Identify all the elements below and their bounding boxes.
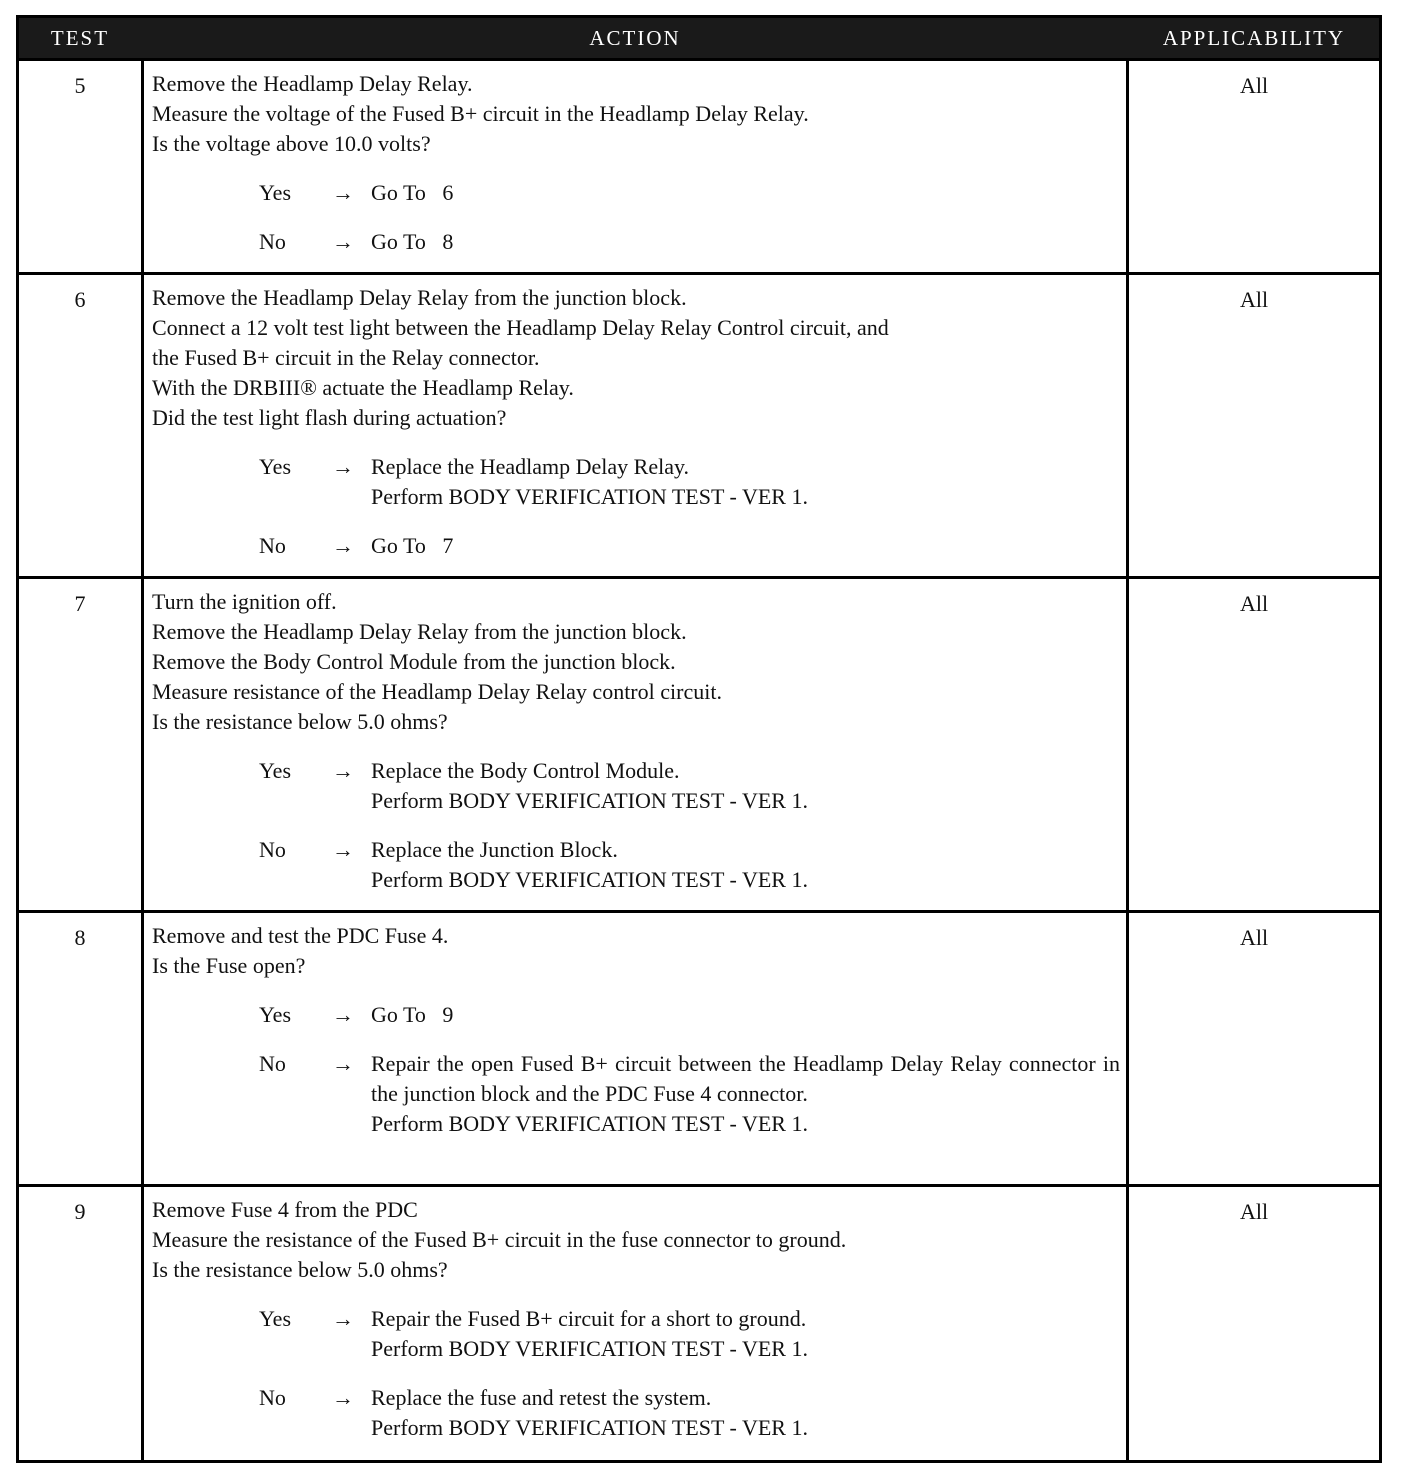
yes-outcome xyxy=(152,1304,1120,1364)
table-row xyxy=(19,576,1379,910)
applicability-cell: All xyxy=(1239,925,1269,950)
diagnostic-table xyxy=(16,15,1382,1463)
no-result xyxy=(371,531,1120,561)
yes-outcome xyxy=(152,178,1120,208)
result-line: Perform BODY VERIFICATION TEST - VER 1. xyxy=(371,867,808,892)
header-action: ACTION xyxy=(589,25,681,50)
test-number: 5 xyxy=(74,73,86,98)
result-line: Repair the Fused B+ circuit for a short to ground. xyxy=(371,1306,807,1331)
no-label: No xyxy=(259,1051,286,1076)
action-step: Remove the Body Control Module from the junction block. xyxy=(152,649,676,674)
arrow-icon: → xyxy=(332,1051,354,1076)
action-step: Is the resistance below 5.0 ohms? xyxy=(152,709,448,734)
applicability-cell: All xyxy=(1239,73,1269,98)
yes-result xyxy=(371,1000,1120,1030)
arrow-icon: → xyxy=(332,180,354,205)
result-line: Replace the fuse and retest the system. xyxy=(371,1385,712,1410)
no-label: No xyxy=(259,229,286,254)
arrow-icon: → xyxy=(332,454,354,479)
action-step: Connect a 12 volt test light between the Headlamp Delay Relay Control circuit, and xyxy=(152,315,889,340)
applicability-cell: All xyxy=(1239,287,1269,312)
result-line: Perform BODY VERIFICATION TEST - VER 1. xyxy=(371,788,808,813)
action-step: Remove the Headlamp Delay Relay from the junction block. xyxy=(152,285,687,310)
no-label: No xyxy=(259,533,286,558)
test-number: 6 xyxy=(74,287,86,312)
action-step: Remove the Headlamp Delay Relay from the junction block. xyxy=(152,619,687,644)
test-number: 8 xyxy=(74,925,86,950)
action-cell xyxy=(141,1187,1129,1460)
result-line: Go To 8 xyxy=(371,229,454,254)
table-row xyxy=(19,1184,1379,1460)
result-line: Repair the open Fused B+ circuit between the Headlamp Delay Relay connector in the junction block and the PDC Fuse 4 connector. xyxy=(371,1051,1120,1106)
result-line: Replace the Junction Block. xyxy=(371,837,618,862)
yes-result xyxy=(371,178,1120,208)
applicability-cell: All xyxy=(1239,1199,1269,1224)
action-step: Remove Fuse 4 from the PDC xyxy=(152,1197,418,1222)
result-line: Replace the Headlamp Delay Relay. xyxy=(371,454,690,479)
arrow-icon: → xyxy=(332,837,354,862)
result-line: Go To 6 xyxy=(371,180,454,205)
no-result xyxy=(371,1383,1120,1443)
no-outcome xyxy=(152,835,1120,895)
no-result xyxy=(371,1049,1120,1139)
yes-label: Yes xyxy=(259,454,292,479)
action-step: With the DRBIII® actuate the Headlamp Relay. xyxy=(152,375,574,400)
header-test: TEST xyxy=(50,25,110,50)
action-step: Is the resistance below 5.0 ohms? xyxy=(152,1257,448,1282)
action-cell xyxy=(141,275,1129,576)
action-step: Measure the voltage of the Fused B+ circuit in the Headlamp Delay Relay. xyxy=(152,101,809,126)
action-step: Remove the Headlamp Delay Relay. xyxy=(152,71,473,96)
no-outcome xyxy=(152,227,1120,257)
action-step: Is the voltage above 10.0 volts? xyxy=(152,131,431,156)
yes-outcome xyxy=(152,452,1120,512)
action-step: Remove and test the PDC Fuse 4. xyxy=(152,923,449,948)
yes-label: Yes xyxy=(259,1306,292,1331)
action-step: Is the Fuse open? xyxy=(152,953,306,978)
yes-outcome xyxy=(152,1000,1120,1030)
arrow-icon: → xyxy=(332,758,354,783)
action-step: Did the test light flash during actuation? xyxy=(152,405,507,430)
result-line: Perform BODY VERIFICATION TEST - VER 1. xyxy=(371,1336,808,1361)
action-step: the Fused B+ circuit in the Relay connector. xyxy=(152,345,540,370)
arrow-icon: → xyxy=(332,533,354,558)
action-cell xyxy=(141,913,1129,1184)
yes-result xyxy=(371,756,1120,816)
yes-label: Yes xyxy=(259,1002,292,1027)
no-outcome xyxy=(152,1049,1120,1139)
no-outcome xyxy=(152,1383,1120,1443)
table-header xyxy=(19,18,1379,58)
action-cell xyxy=(141,579,1129,910)
yes-result xyxy=(371,452,1120,512)
test-number: 9 xyxy=(74,1199,86,1224)
arrow-icon: → xyxy=(332,1002,354,1027)
no-outcome xyxy=(152,531,1120,561)
action-step: Turn the ignition off. xyxy=(152,589,337,614)
yes-label: Yes xyxy=(259,180,292,205)
yes-result xyxy=(371,1304,1120,1364)
table-row xyxy=(19,910,1379,1184)
table-row xyxy=(19,272,1379,576)
arrow-icon: → xyxy=(332,1306,354,1331)
applicability-cell: All xyxy=(1239,591,1269,616)
action-step: Measure resistance of the Headlamp Delay Relay control circuit. xyxy=(152,679,722,704)
action-cell xyxy=(141,61,1129,272)
yes-label: Yes xyxy=(259,758,292,783)
header-applicability: APPLICABILITY xyxy=(1162,25,1346,50)
no-result xyxy=(371,227,1120,257)
no-label: No xyxy=(259,1385,286,1410)
test-number: 7 xyxy=(74,591,86,616)
result-line: Go To 7 xyxy=(371,533,454,558)
no-result xyxy=(371,835,1120,895)
result-line: Perform BODY VERIFICATION TEST - VER 1. xyxy=(371,484,808,509)
result-line: Perform BODY VERIFICATION TEST - VER 1. xyxy=(371,1111,808,1136)
yes-outcome xyxy=(152,756,1120,816)
arrow-icon: → xyxy=(332,229,354,254)
arrow-icon: → xyxy=(332,1385,354,1410)
no-label: No xyxy=(259,837,286,862)
table-row xyxy=(19,58,1379,272)
result-line: Go To 9 xyxy=(371,1002,454,1027)
action-step: Measure the resistance of the Fused B+ circuit in the fuse connector to ground. xyxy=(152,1227,847,1252)
result-line: Perform BODY VERIFICATION TEST - VER 1. xyxy=(371,1415,808,1440)
result-line: Replace the Body Control Module. xyxy=(371,758,680,783)
